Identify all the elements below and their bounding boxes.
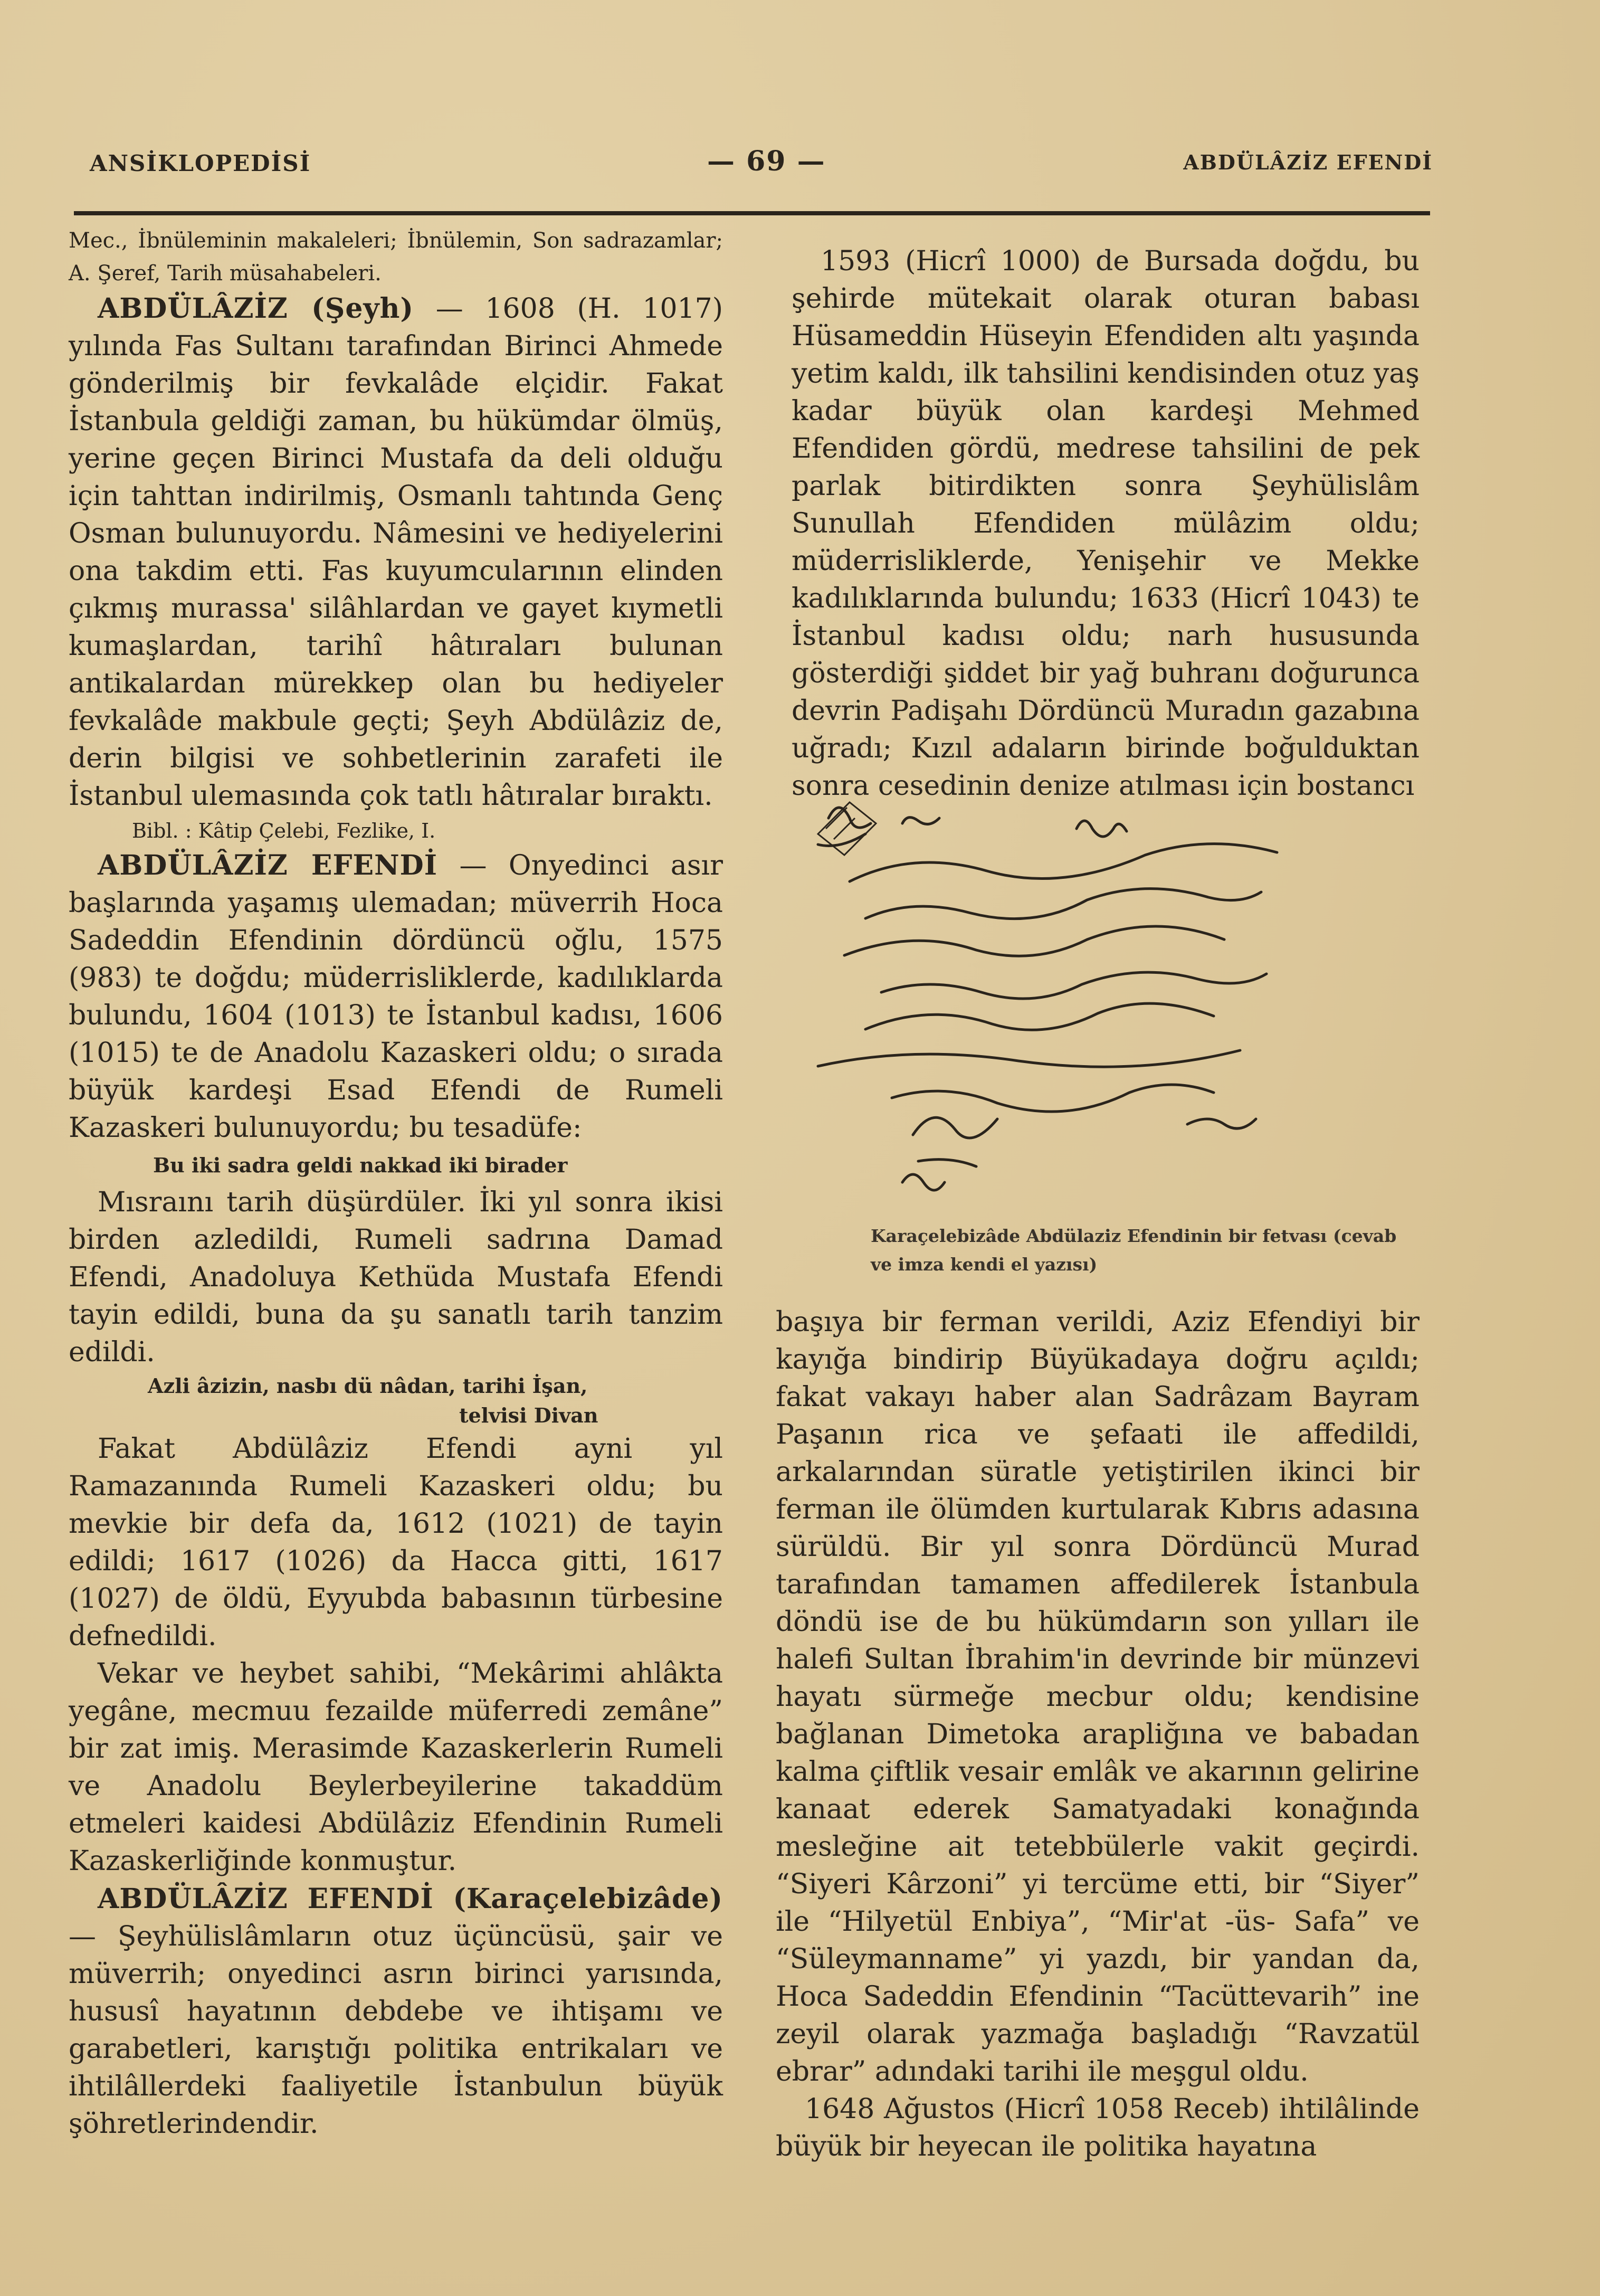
entry-text: — Onyedinci asır başlarında yaşamış ulemadan; müverrih Hoca Sadeddin Efendinin dördüncü oğlu, 1575 (983) te doğdu; müderrisliklerde, kadılıklarda bulundu, 1604 (1013) te İstanbul kadısı, 1606 (1015) te de Anadolu Kazaskeri oldu; o sırada büyük kardeşi Esad Efendi de Rumeli Kazaskeri bulunuyordu; bu tesadüfe: bbox=[69, 850, 723, 1144]
entry-text: — Şeyhülislâmların otuz üçüncüsü, şair ve müverrih; onyedinci asrın birinci yarısında, hususî hayatının debdebe ve ihtişamı ve garabetleri, karıştığı politika entrikaları ve ihtilâllerdeki faaliyetile İstanbulun büyük şöhretlerindendir. bbox=[69, 1921, 723, 2140]
right-column-top bbox=[792, 243, 1420, 805]
entry-bibliography: Bibl. : Kâtip Çelebi, Fezlike, I. bbox=[132, 819, 436, 842]
paragraph: 1593 (Hicrî 1000) de Bursada doğdu, bu şehirde mütekait olarak oturan babası Hüsameddin Hüseyin Efendiden altı yaşında yetim kaldı, ilk tahsilini kendisinden otuz yaş kadar büyük olan kardeşi Mehmed Efendiden gördü, medrese tahsilini de pek parlak bitirdikten sonra Şeyhülislâm Sunullah Efendiden mülâzim oldu; müderrisliklerde, Yenişehir ve Mekke kadılıklarında bulundu; 1633 (Hicrî 1043) te İstanbul kadısı oldu; narh hususunda gösterdiği şiddet bir yağ buhranı doğurunca devrin Padişahı Dördüncü Muradın gazabına uğradı; Kızıl adaların birinde boğulduktan sonra cesedinin denize atılması için bostancı bbox=[792, 245, 1420, 802]
right-column-bottom bbox=[776, 1304, 1420, 2166]
header-right: ABDÜLÂZİZ EFENDİ bbox=[1183, 150, 1433, 174]
left-column bbox=[69, 224, 723, 2143]
entry-abdulaziz-efendi bbox=[69, 847, 723, 1147]
header-left: ANSİKLOPEDİSİ bbox=[90, 150, 311, 176]
entry-karacelebizade bbox=[69, 1880, 723, 2143]
page-number: — 69 — bbox=[707, 145, 826, 177]
paragraph: Mısraını tarih düşürdüler. İki yıl sonra ikisi birden azledildi, Rumeli sadrına Damad Efendi, Anadoluya Kethüda Mustafa Efendi tayin edildi, buna da şu sanatlı tarih tanzim edildi. bbox=[69, 1187, 723, 1368]
paragraph: Vekar ve heybet sahibi, “Mekârimi ahlâkta yegâne, mecmuu fezailde müferredi zemâne” bir zat imiş. Merasimde Kazaskerlerin Rumeli ve Anadolu Beylerbeyilerine takaddüm etmeleri kaidesi Abdülâziz Efendinin Rumeli Kazaskerliğinde konmuştur. bbox=[69, 1658, 723, 1877]
paragraph: Fakat Abdülâziz Efendi ayni yıl Ramazanında Rumeli Kazaskeri oldu; bu mevkie bir defa da, 1612 (1021) de tayin edildi; 1617 (1026) da Hacca gitti, 1617 (1027) de öldü, Eyyubda babasının türbesine defnedildi. bbox=[69, 1433, 723, 1652]
verse-line: Azli âzizin, nasbı dü nâdan, tarihi İşan, bbox=[148, 1374, 588, 1398]
entry-title: ABDÜLÂZİZ EFENDİ (Karaçelebizâde) bbox=[98, 1883, 723, 1915]
paragraph: 1648 Ağustos (Hicrî 1058 Receb) ihtilâlinde büyük bir heyecan ile politika hayatına bbox=[776, 2093, 1420, 2162]
header-rule bbox=[74, 211, 1430, 215]
paragraph: başıya bir ferman verildi, Aziz Efendiyi bir kayığa bindirip Büyükadaya doğru açıldı; fakat vakayı haber alan Sadrâzam Bayram Paşanın rica ve şefaati ile affedildi, arkalarından süratle yetiştirilen ikinci bir ferman ile ölümden kurtularak Kıbrıs adasına sürüldü. Bir yıl sonra Dördüncü Murad tarafından tamamen affedilerek İstanbula döndü ise de bu hükümdarın son yılları ile halefi Sultan İbrahim'in devrinde bir münzevi hayatı sürmeğe mecbur oldu; kendisine bağlanan Dimetoka arapliğına ve babadan kalma çiftlik vesair emlâk ve akarının gelirine kanaat ederek Samatyadaki konağında mesleğine ait tetebbülerle vakit geçirdi. “Siyeri Kârzoni” yi tercüme etti, bir “Siyer” ile “Hilyetül Enbiya”, “Mir'at -üs- Safa” ve “Süleymanname” yi yazdı, bir yandan da, Hoca Sadeddin Efendinin “Tacüttevarih” ine zeyil olarak yazmağa başladığı “Ravzatül ebrar” adındaki tarihi ile meşgul oldu. bbox=[776, 1306, 1420, 2088]
continued-bibliography: Mec., İbnüleminin makaleleri; İbnülemin, Son sadrazamlar; A. Şeref, Tarih müsahabeleri. bbox=[69, 229, 723, 286]
running-header bbox=[90, 145, 1433, 182]
entry-text: — 1608 (H. 1017) yılında Fas Sultanı tarafından Birinci Ahmede gönderilmiş bir fevkalâde elçidir. Fakat İstanbula geldiği zaman, bu hükümdar ölmüş, yerine geçen Birinci Mustafa da deli olduğu için tahttan indirilmiş, Osmanlı tahtında Genç Osman bulunuyordu. Nâmesini ve hediyelerini ona takdim etti. Fas kuyumcularının elinden çıkmış murassa' silâhlardan ve gayet kıymetli kumaşlardan, tarihî hâtıraları bulunan antikalardan mürekkep olan bu hediyeler fevkalâde makbule geçti; Şeyh Abdülâziz de, derin bilgisi ve sohbetlerinin zarafeti ile İstanbul ulemasında çok tatlı hâtıralar bıraktı. bbox=[69, 293, 723, 812]
entry-abdulaziz-seyh bbox=[69, 290, 723, 815]
verse-line: telvisi Divan bbox=[459, 1403, 598, 1427]
entry-title: ABDÜLÂZİZ EFENDİ bbox=[98, 849, 438, 881]
manuscript-fetva-image bbox=[786, 781, 1420, 1203]
figure-caption: Karaçelebizâde Abdülaziz Efendinin bir fetvası (cevab ve imza kendi el yazısı) bbox=[871, 1226, 1397, 1275]
entry-title: ABDÜLÂZİZ (Şeyh) bbox=[98, 292, 414, 325]
verse-line: Bu iki sadra geldi nakkad iki birader bbox=[153, 1153, 568, 1177]
